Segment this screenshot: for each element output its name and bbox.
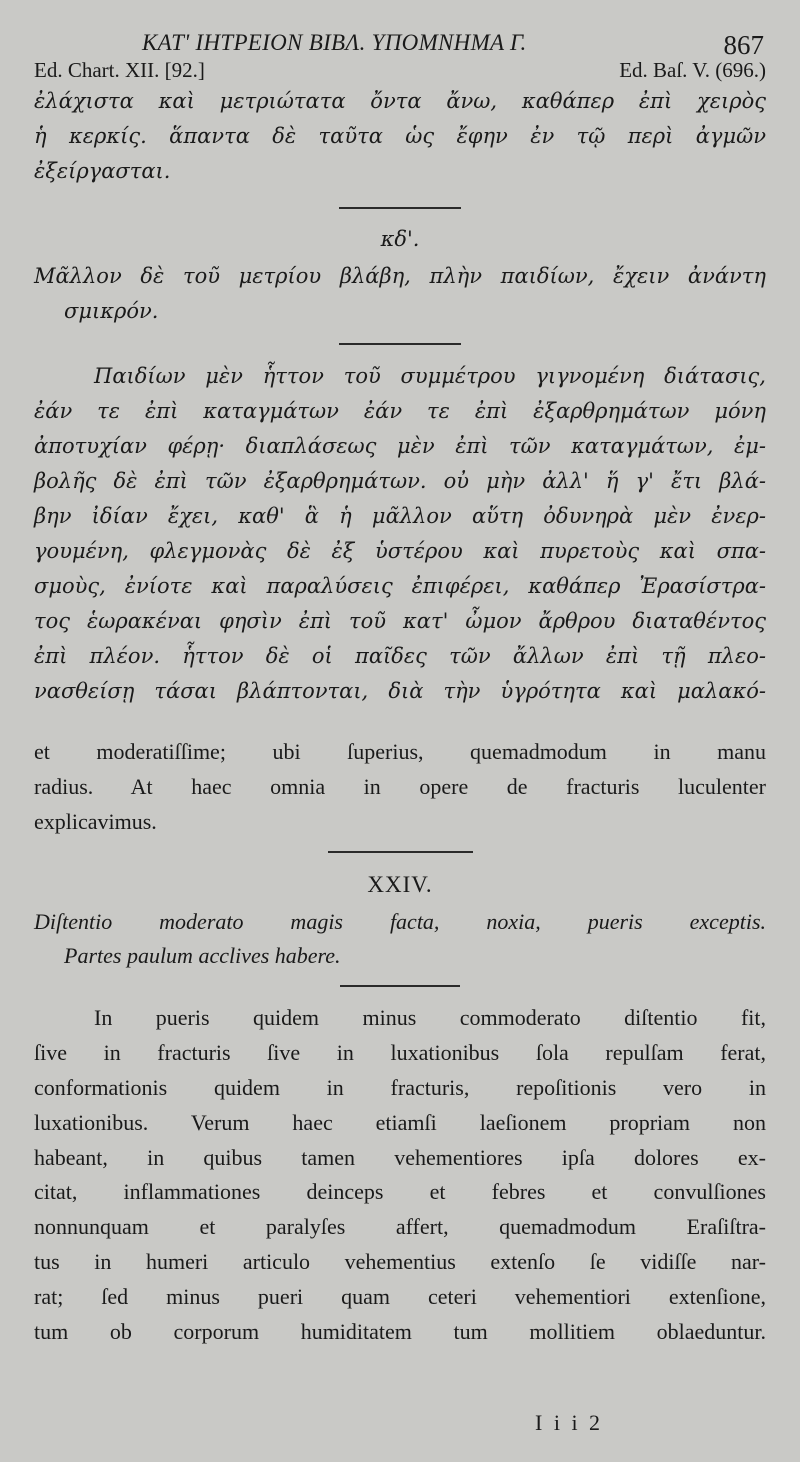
edition-line xyxy=(34,56,766,84)
latin-line: explicavimus. xyxy=(34,808,157,834)
greek-line: ἡ κερκίς. ἅπαντα δὲ ταῦτα ὡς ἔφην ἐν τῷ περὶ ἀγμῶν xyxy=(34,124,766,148)
latin-section-number: XXIV. xyxy=(367,872,433,898)
latin-line: radius. At haec omnia in opere de fracturis luculenter xyxy=(34,773,766,799)
greek-line: νασθείσῃ τάσαι βλάπτονται, διὰ τὴν ὑγρότητα καὶ μαλακό- xyxy=(34,679,766,703)
latin-line: luxationibus. Verum haec etiamſi laeſionem propriam non xyxy=(34,1109,766,1135)
greek-line: βην ἰδίαν ἔχει, καθ' ἃ ἡ μᾶλλον αὕτη ὀδυνηρὰ μὲν ἐνερ- xyxy=(34,504,766,528)
latin-line: ſive in fracturis ſive in luxationibus ſola repulſam ferat, xyxy=(34,1040,766,1066)
greek-line: σμοὺς, ἐνίοτε καὶ παραλύσεις ἐπιφέρει, καθάπερ Ἐρασίστρα- xyxy=(34,574,766,598)
greek-heading-line: Μᾶλλον δὲ τοῦ μετρίου βλάβη, πλὴν παιδίων, ἔχειν ἀνάντη xyxy=(34,264,766,288)
latin-line: citat, inflammationes deinceps et febres et convulſiones xyxy=(34,1179,766,1205)
latin-line: conformationis quidem in fracturis, repoſitionis vero in xyxy=(34,1074,766,1100)
greek-section-number: κδ'. xyxy=(380,227,420,251)
greek-line: βολῆς δὲ ἐπὶ τῶν ἐξαρθρημάτων. οὐ μὴν ἀλλ' ἥ γ' ἔτι βλά- xyxy=(34,469,766,493)
greek-line: ἀποτυχίαν φέρῃ· διαπλάσεως μὲν ἐπὶ τῶν καταγμάτων, ἐμ- xyxy=(34,434,766,458)
edition-right: Ed. Baſ. V. (696.) xyxy=(619,58,766,82)
greek-line: τος ἑωρακέναι φησὶν ἐπὶ τοῦ κατ' ὦμον ἄρθρου διαταθέντος xyxy=(34,609,766,633)
latin-heading-line: Partes paulum acclives habere. xyxy=(64,943,341,969)
running-head xyxy=(34,0,766,60)
latin-line: tum ob corporum humiditatem tum mollitiem oblaeduntur. xyxy=(34,1318,766,1344)
greek-heading-line: σμικρόν. xyxy=(64,299,159,323)
greek-line: Παιδίων μὲν ἧττον τοῦ συμμέτρου γιγνομένη διάτασις, xyxy=(94,364,766,388)
latin-line: habeant, in quibus tamen vehementiores ipſa dolores ex- xyxy=(34,1144,766,1170)
greek-line: γουμένη, φλεγμονὰς δὲ ἐξ ὑστέρου καὶ πυρετοὺς καὶ σπα- xyxy=(34,539,766,563)
latin-line: et moderatiſſime; ubi ſuperius, quemadmodum in manu xyxy=(34,739,766,764)
latin-body xyxy=(34,1001,766,1349)
latin-line: In pueris quidem minus commoderato diſtentio fit, xyxy=(94,1005,766,1031)
greek-body xyxy=(34,359,766,709)
greek-line: ἐπὶ πλέον. ἧττον δὲ οἱ παῖδες τῶν ἄλλων ἐπὶ τῇ πλεο- xyxy=(34,644,766,668)
greek-line: ἐλάχιστα καὶ μετριώτατα ὄντα ἄνω, καθάπερ ἐπὶ χειρὸς xyxy=(34,89,766,113)
running-title: ΚΑΤ' ΙΗΤΡΕΙΟΝ ΒΙΒΛ. ΥΠΟΜΝΗΜΑ Γ. xyxy=(142,30,527,55)
page-number: 867 xyxy=(723,30,764,60)
latin-heading xyxy=(34,905,766,973)
latin-continuation xyxy=(34,735,766,839)
edition-left: Ed. Chart. XII. [92.] xyxy=(34,58,205,82)
greek-line: ἐάν τε ἐπὶ καταγμάτων ἐάν τε ἐπὶ ἐξαρθρημάτων μόνη xyxy=(34,399,766,423)
latin-line: rat; ſed minus pueri quam ceteri vehementiori extenſione, xyxy=(34,1283,766,1309)
greek-continuation xyxy=(34,84,766,189)
greek-line: ἐξείργασται. xyxy=(34,159,171,183)
latin-line: tus in humeri articulo vehementius extenſo ſe vidiſſe nar- xyxy=(34,1248,766,1274)
signature-mark: I i i 2 xyxy=(535,1410,604,1435)
latin-heading-line: Diſtentio moderato magis facta, noxia, pueris exceptis. xyxy=(34,909,766,935)
greek-heading xyxy=(34,259,766,329)
latin-line: nonnunquam et paralyſes affert, quemadmodum Eraſiſtra- xyxy=(34,1214,766,1240)
